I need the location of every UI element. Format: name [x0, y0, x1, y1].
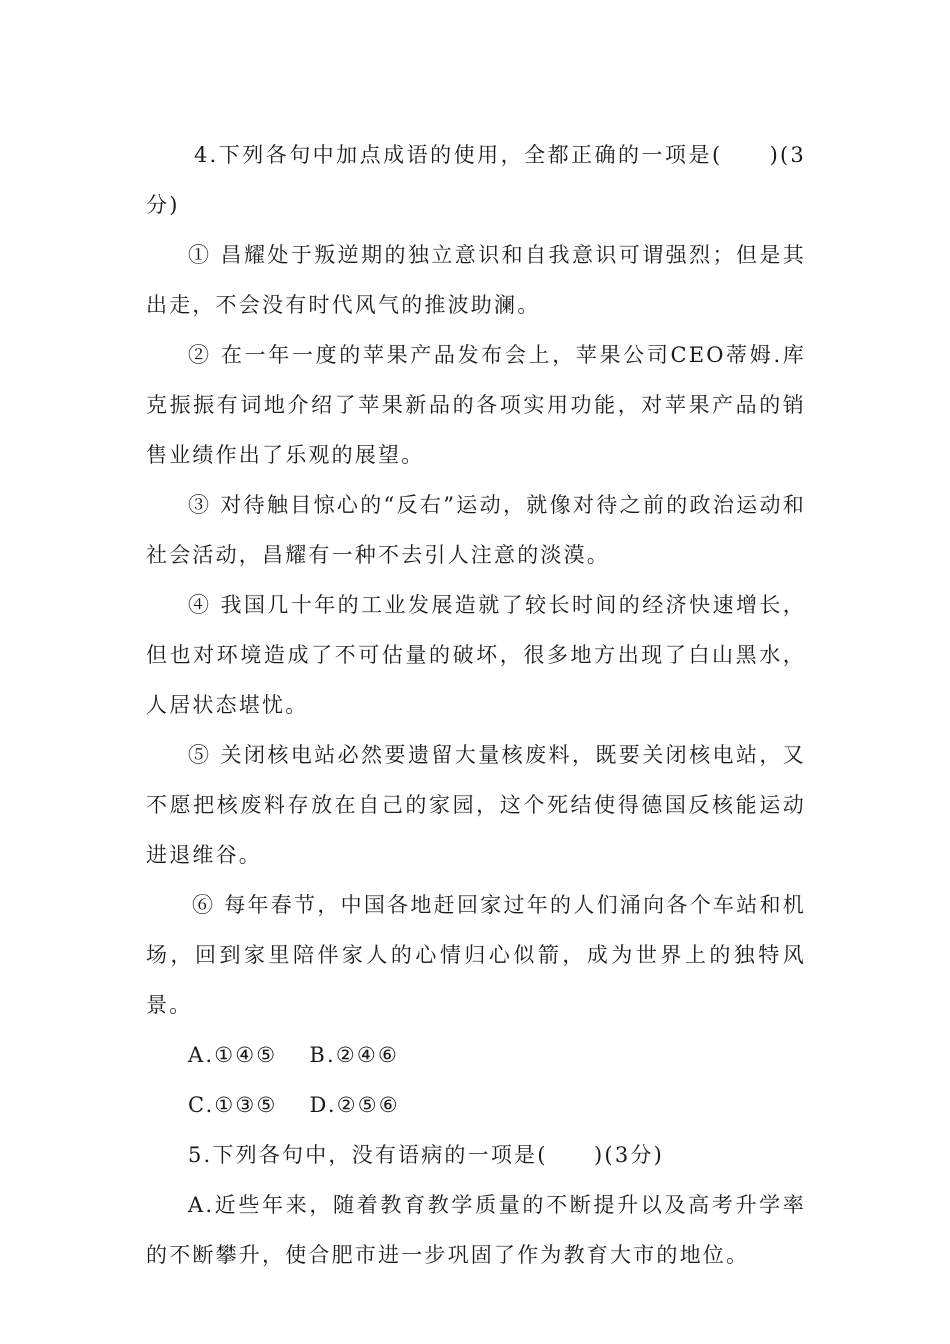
- choices-a-b: A.①④⑤ B.②④⑥: [188, 1043, 399, 1067]
- sentence-5: ⑤ 关闭核电站必然要遗留大量核废料，既要关闭核电站，又不愿把核废料存放在自己的家园，这个死结使得德国反核能运动进退维谷。: [146, 743, 806, 867]
- question-5-option-a: A.近些年来，随着教育教学质量的不断提升以及高考升学率的不断攀升，使合肥市进一步巩固了作为教育大市的地位。: [146, 1193, 806, 1267]
- sentence-6: ⑥ 每年春节，中国各地赶回家过年的人们涌向各个车站和机场，回到家里陪伴家人的心情归心似箭，成为世界上的独特风景。: [146, 893, 806, 1017]
- question-5-stem: 5.下列各句中，没有语病的一项是( )(3分): [188, 1143, 664, 1167]
- choices-c-d: C.①③⑤ D.②⑤⑥: [188, 1093, 400, 1117]
- sentence-1: ① 昌耀处于叛逆期的独立意识和自我意识可谓强烈；但是其出走，不会没有时代风气的推波助澜。: [146, 243, 806, 317]
- sentence-2: ② 在一年一度的苹果产品发布会上，苹果公司CEO蒂姆.库克振振有词地介绍了苹果新品的各项实用功能，对苹果产品的销售业绩作出了乐观的展望。: [146, 343, 806, 467]
- question-4-stem: 4.下列各句中加点成语的使用，全都正确的一项是( )(3分): [146, 143, 806, 217]
- sentence-4: ④ 我国几十年的工业发展造就了较长时间的经济快速增长，但也对环境造成了不可估量的破坏，很多地方出现了白山黑水，人居状态堪忧。: [146, 593, 806, 717]
- document-body: [146, 130, 806, 1280]
- sentence-3: ③ 对待触目惊心的“反右”运动，就像对待之前的政治运动和社会活动，昌耀有一种不去引人注意的淡漠。: [146, 493, 806, 567]
